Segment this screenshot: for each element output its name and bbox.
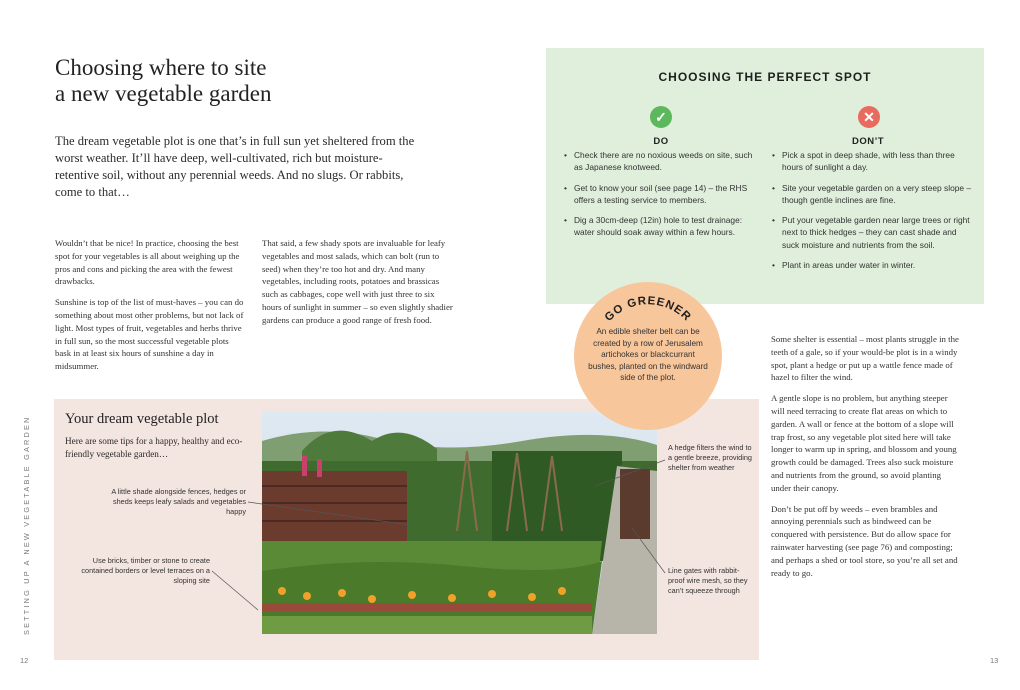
vegetable-garden-photo <box>262 411 657 634</box>
list-item: • Put your vegetable garden near large trees or right next to thick hedges – they can cast shade and suck moisture and nutrients from the soil. <box>772 214 972 251</box>
perfect-spot-title: CHOOSING THE PERFECT SPOT <box>658 70 872 84</box>
cross-icon: ✕ <box>858 106 880 128</box>
dont-list <box>772 149 972 279</box>
dream-plot-title: Your dream vegetable plot <box>65 411 219 427</box>
page-number-left: 12 <box>20 656 29 665</box>
do-heading: DO <box>653 136 669 147</box>
list-item: • Dig a 30cm-deep (12in) hole to test drainage: water should soak away within a few hours. <box>564 214 762 239</box>
list-item: • Pick a spot in deep shade, with less than three hours of sunlight a day. <box>772 149 972 174</box>
body-paragraph: Wouldn’t that be nice! In practice, choosing the best spot for your vegetables is all about weighing up the pros and cons and picking the area with the fewest drawbacks. <box>55 238 240 287</box>
body-paragraph: That said, a few shady spots are invaluable for leafy vegetables and most salads, which can bolt (run to seed) when they’re too hot and dry. And many vegetables, including roots, potatoes and brassicas such as cabbages, cope well with just three to six hours of sunlight in summer – so even slightly shadier gardens can produce a good range of fresh food. <box>262 238 453 325</box>
list-item: • Site your vegetable garden on a very steep slope – though gentle inclines are fine. <box>772 182 972 207</box>
body-column-2 <box>262 237 454 335</box>
body-paragraph: A gentle slope is no problem, but anything steeper will need terracing to create flat areas on which to garden. A wall or fence at the bottom of a slope will trap frost, so any vegetable plot sited here will take longer to warm up in spring, and blossom and young growth could be damaged. Trees also suck moisture and nutrients from the ground, so avoid planting under their canopy. <box>771 393 957 493</box>
annotation-bricks: Use bricks, timber or stone to create contained borders or level terraces on a sloping site <box>81 556 210 585</box>
list-item: • Plant in areas under water in winter. <box>772 259 972 271</box>
list-item: • Check there are no noxious weeds on site, such as Japanese knotweed. <box>564 149 762 174</box>
go-greener-text: An edible shelter belt can be created by a row of Jerusalem artichokes or blackcurrant bushes, planted on the windward side of the plot. <box>588 327 708 383</box>
body-paragraph: Some shelter is essential – most plants struggle in the teeth of a gale, so if your would-be plot is in a windy spot, plant a hedge or put up a wattle fence made of hazel to filter the wind. <box>771 334 959 383</box>
list-item: • Get to know your soil (see page 14) – the RHS offers a testing service to members. <box>564 182 762 207</box>
page-number-right: 13 <box>990 656 999 665</box>
check-icon: ✓ <box>650 106 672 128</box>
annotation-gates: Line gates with rabbit-proof wire mesh, so they can’t squeeze through <box>668 566 748 595</box>
dream-plot-subtitle: Here are some tips for a happy, healthy and eco-friendly vegetable garden… <box>65 436 243 459</box>
annotation-shade: A little shade alongside fences, hedges or sheds keeps leafy salads and vegetables happy <box>111 487 246 516</box>
body-column-1 <box>55 237 245 381</box>
body-paragraph: Sunshine is top of the list of must-haves – you can do something about most other problems, but not lack of light. Most types of fruit, vegetables and herbs thrive in full sun, so the most successful vegetable plots bask in at least six hours of sunshine a day in midsummer. <box>55 297 244 372</box>
annotation-hedge: A hedge filters the wind to a gentle breeze, providing shelter from weather <box>668 443 752 472</box>
body-paragraph: Don’t be put off by weeds – even brambles and annoying perennials such as bindweed can be conquered with persistence. But do allow space for rainwater harvesting (see page 76) and composting; and perhaps a shed or tool store, so you’re all set and ready to go. <box>771 503 958 578</box>
intro-paragraph: The dream vegetable plot is one that’s in full sun yet sheltered from the worst weather. It’ll have deep, well-cultivated, rich but moisture-retentive soil, without any perennial weeds. And no slugs. Or rabbits, come to that… <box>55 134 415 199</box>
section-spine: SETTING UP A NEW VEGETABLE GARDEN <box>22 415 31 635</box>
dont-heading: DON’T <box>851 136 885 147</box>
page-title-line2: a new vegetable garden <box>55 81 272 106</box>
do-list <box>564 149 762 247</box>
svg-text:GO GREENER <box>603 295 694 324</box>
go-greener-heading-text: GO GREENER <box>602 295 694 324</box>
page-title-line1: Choosing where to site <box>55 55 267 80</box>
page-title <box>55 55 355 107</box>
body-column-3 <box>771 333 961 587</box>
